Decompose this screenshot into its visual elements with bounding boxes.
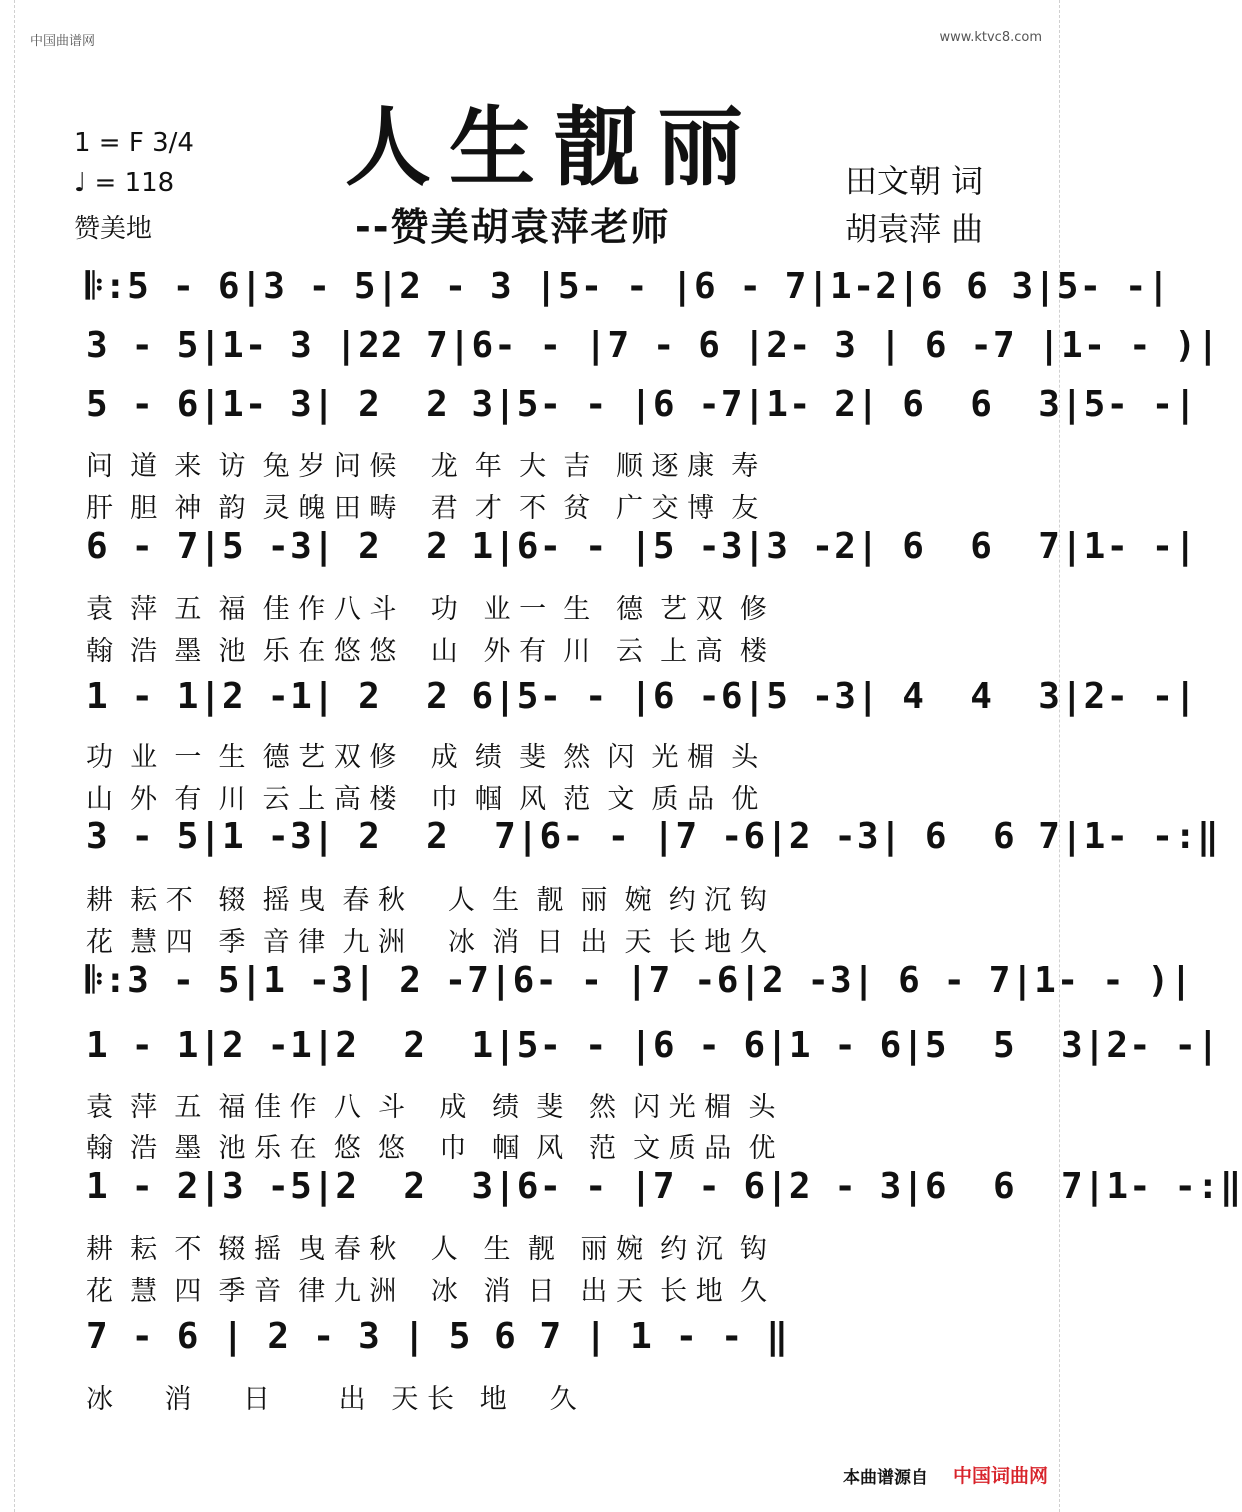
notation-line-8: 1 - 1|2 -1|2 2 1|5- - |6 - 6|1 - 6|5 5 3|2- -| [86,1025,1220,1066]
footer-source-label: 本曲谱源自 [843,1468,928,1488]
site-watermark-left: 中国曲谱网 [30,34,96,49]
lyric-line: 袁 萍 五 福 佳 作 八 斗 功 业 一 生 德 艺 双 修 [86,594,767,625]
lyric-line: 翰 浩 墨 池 乐 在 悠 悠 山 外 有 川 云 上 高 楼 [86,636,767,667]
lyric-line: 冰 消 日 出 天 长 地 久 [86,1384,577,1415]
notation-line-10: 7 - 6 | 2 - 3 | 5 6 7 | 1 - - ‖ [86,1316,789,1357]
notation-line-1: 𝄆:5 - 6|3 - 5|2 - 3 |5- - |6 - 7|1-2|6 6 3|5- -| [86,266,1171,307]
lyric-line: 耕 耘 不 辍 摇 曳 春 秋 人 生 靓 丽 婉 约 沉 钩 [86,885,767,916]
notation-line-2: 3 - 5|1- 3 |22 7|6- - |7 - 6 |2- 3 | 6 -7 |1- - )| [86,325,1220,366]
right-margin-strip [1059,0,1074,1512]
footer-source-site: 中国词曲网 [953,1465,1049,1487]
lyric-line: 翰 浩 墨 池 乐 在 悠 悠 巾 帼 风 范 文 质 品 优 [86,1133,776,1164]
lyric-line: 功 业 一 生 德 艺 双 修 成 绩 斐 然 闪 光 楣 头 [86,742,759,773]
lyric-line: 山 外 有 川 云 上 高 楼 巾 帼 风 范 文 质 品 优 [86,784,759,815]
tempo-marking: ♩ = 118 [74,168,175,198]
key-signature: 1 = F 3/4 [74,128,194,158]
site-watermark-right: www.ktvc8.com [939,30,1042,45]
lyric-line: 耕 耘 不 辍 摇 曳 春 秋 人 生 靓 丽 婉 约 沉 钩 [86,1234,767,1265]
notation-line-6: 3 - 5|1 -3| 2 2 7|6- - |7 -6|2 -3| 6 6 7|1- -:‖ [86,816,1220,857]
lyric-line: 肝 胆 神 韵 灵 魄 田 畴 君 才 不 贫 广 交 博 友 [86,493,759,524]
expression-mark: 赞美地 [74,214,153,244]
notation-line-4: 6 - 7|5 -3| 2 2 1|6- - |5 -3|3 -2| 6 6 7|1- -| [86,526,1198,567]
lyric-line: 花 慧 四 季 音 律 九 洲 冰 消 日 出 天 长 地 久 [86,1276,767,1307]
song-subtitle: --赞美胡袁萍老师 [355,205,671,249]
lyric-line: 问 道 来 访 兔 岁 问 候 龙 年 大 吉 顺 逐 康 寿 [86,451,759,482]
notation-line-9: 1 - 2|3 -5|2 2 3|6- - |7 - 6|2 - 3|6 6 7|1- -:‖ [86,1166,1242,1207]
notation-line-3: 5 - 6|1- 3| 2 2 3|5- - |6 -7|1- 2| 6 6 3|5- -| [86,384,1198,425]
song-title: 人生靓丽 [345,98,761,198]
composer-credit: 胡袁萍 曲 [845,210,984,248]
lyric-line: 袁 萍 五 福 佳 作 八 斗 成 绩 斐 然 闪 光 楣 头 [86,1092,776,1123]
notation-line-5: 1 - 1|2 -1| 2 2 6|5- - |6 -6|5 -3| 4 4 3|2- -| [86,676,1198,717]
lyric-line: 花 慧 四 季 音 律 九 洲 冰 消 日 出 天 长 地 久 [86,927,767,958]
lyricist-credit: 田文朝 词 [845,162,984,200]
notation-line-7: 𝄆:3 - 5|1 -3| 2 -7|6- - |7 -6|2 -3| 6 - 7|1- - )| [86,960,1193,1001]
left-margin-strip [0,0,15,1512]
